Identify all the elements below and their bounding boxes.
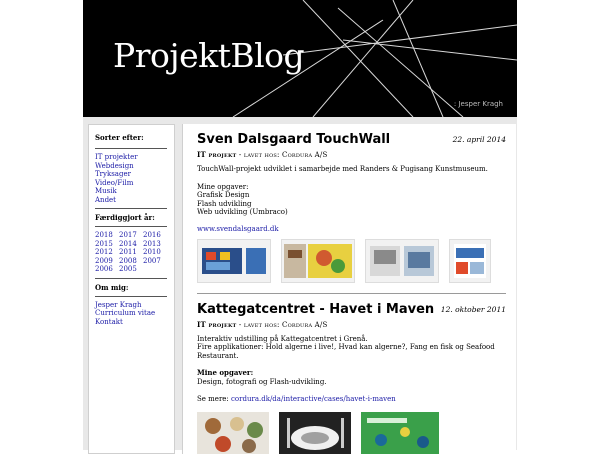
year-link[interactable]: 2012 [95, 248, 113, 256]
task-item: Web udvikling (Umbraco) [197, 208, 288, 216]
year-link[interactable]: 2008 [119, 256, 137, 265]
task-item: Flash udvikling [197, 199, 252, 208]
about-link-kontakt[interactable]: Kontakt [95, 317, 123, 326]
post-meta-separator: - lavet hos: [236, 320, 283, 329]
post-category: IT projekt [197, 319, 237, 329]
task-item: Grafisk Design [197, 191, 250, 199]
about-heading: Om mig: [95, 282, 129, 292]
sidebar-divider [95, 278, 167, 279]
year-link[interactable]: 2016 [143, 231, 161, 239]
post-meta-separator: - lavet hos: [236, 151, 283, 159]
post-date: 22. april 2014 [452, 135, 506, 144]
year-link[interactable]: 2018 [95, 231, 113, 239]
post-body [197, 165, 506, 217]
post-meta [197, 150, 506, 159]
blog-post [197, 132, 506, 281]
post-divider [197, 293, 506, 294]
blog-post [197, 302, 506, 454]
thumbnail-strip [197, 412, 506, 454]
year-link[interactable]: 2009 [95, 256, 113, 265]
year-link[interactable]: 2006 [95, 265, 113, 273]
photo-thumbnail[interactable] [279, 412, 351, 454]
post-intro: TouchWall-projekt udviklet i samarbejde med Randers & Pugisang Kunstmuseum. [197, 165, 488, 173]
sidebar-item-andet[interactable]: Andet [95, 195, 116, 204]
screenshot-thumbnail[interactable] [361, 412, 439, 454]
task-item: Design, fotografi og Flash-udvikling. [197, 377, 327, 386]
sidebar-divider [95, 226, 167, 227]
see-more-label: Se mere: [197, 395, 232, 403]
post-body [197, 335, 506, 404]
post-date: 12. oktober 2011 [440, 304, 506, 314]
post-intro: Interaktiv udstilling på Kattegatcentret i Grenå. [197, 334, 368, 343]
post-title[interactable]: Sven Dalsgaard TouchWall [197, 132, 391, 147]
project-website-link[interactable]: www.svendalsgaard.dk [197, 224, 279, 233]
sidebar-divider [95, 208, 167, 209]
header-banner [83, 0, 517, 117]
sort-heading: Sorter efter: [95, 133, 144, 142]
thumbnail-strip [197, 239, 506, 281]
sidebar-divider [95, 148, 167, 149]
year-link[interactable]: 2005 [119, 265, 137, 273]
year-link[interactable]: 2017 [119, 231, 137, 239]
tasks-heading: Mine opgaver: [197, 368, 254, 377]
post-title[interactable]: Kattegatcentret - Havet i Maven [197, 301, 435, 317]
year-link[interactable]: 2010 [143, 248, 161, 256]
year-heading: Færdiggjort år: [95, 213, 155, 222]
site-title[interactable]: ProjektBlog [113, 36, 305, 75]
post-company: Cordura A/S [282, 320, 328, 329]
post-intro: Fire applikationer: Hold algerne i live!, Hvad kan algerne?, Fang en fisk og Seafood Restaurant. [197, 343, 495, 360]
year-link[interactable]: 2015 [95, 239, 113, 248]
about-link-jesper-kragh[interactable]: Jesper Kragh [95, 300, 142, 309]
see-more-link[interactable]: cordura.dk/da/interactive/cases/havet-i-maven [231, 395, 396, 403]
sidebar-item-webdesign[interactable]: Webdesign [95, 161, 134, 170]
screenshot-thumbnail[interactable] [197, 239, 271, 283]
sidebar-item-video-film[interactable]: Video/Film [95, 178, 134, 187]
main-content [182, 124, 516, 454]
post-meta [197, 320, 506, 329]
post-company: Cordura A/S [282, 151, 328, 159]
year-link[interactable]: 2013 [143, 239, 161, 248]
year-link[interactable]: 2014 [119, 239, 137, 248]
screenshot-thumbnail[interactable] [449, 239, 491, 283]
year-link[interactable]: 2011 [119, 248, 137, 256]
post-category: IT projekt [197, 150, 237, 159]
banner-author: : Jesper Kragh [453, 100, 503, 108]
sidebar-item-it-projekter[interactable]: IT projekter [95, 153, 138, 161]
sidebar-divider [95, 296, 167, 297]
photo-thumbnail[interactable] [197, 412, 269, 454]
sidebar-item-tryksager[interactable]: Tryksager [95, 170, 131, 178]
year-link[interactable]: 2007 [143, 256, 161, 265]
sidebar [88, 124, 175, 454]
tasks-heading: Mine opgaver: [197, 182, 249, 191]
year-grid [95, 231, 168, 274]
sidebar-item-musik[interactable]: Musik [95, 187, 117, 195]
about-link-cv[interactable]: Curriculum vitae [95, 309, 156, 317]
see-more-line [197, 395, 506, 404]
screenshot-thumbnail[interactable] [365, 239, 439, 283]
screenshot-thumbnail[interactable] [281, 239, 355, 283]
